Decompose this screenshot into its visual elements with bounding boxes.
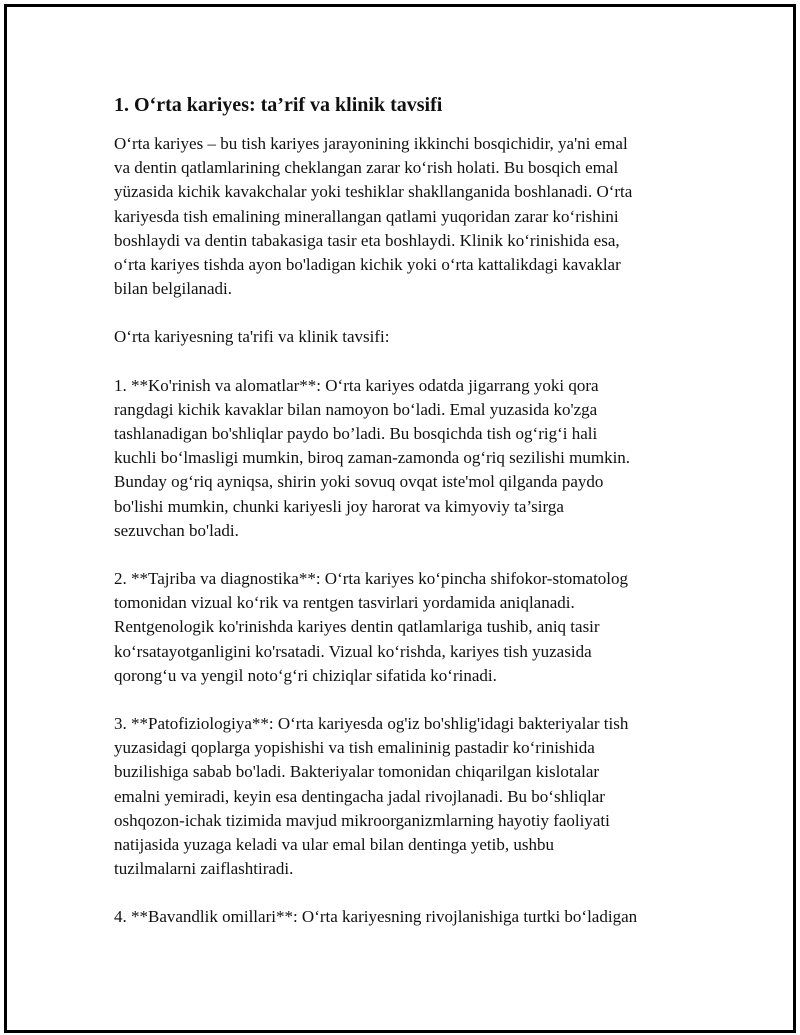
text-line: oshqozon-ichak tizimida mavjud mikroorganizmlarning hayotiy faoliyati: [114, 810, 610, 830]
text-line: O‘rta kariyes – bu tish kariyes jarayonining ikkinchi bosqichidir, ya'ni emal: [114, 134, 628, 153]
text-line: emalni yemiradi, keyin esa dentingacha jadal rivojlanadi. Bu bo‘shliqlar: [114, 786, 605, 806]
paragraph: [114, 905, 694, 929]
text-line: yüzasida kichik kavakchalar yoki teshiklar shakllanganida boshlanadi. O‘rta: [114, 182, 633, 202]
text-line: ko‘rsatayotganligini ko'rsatadi. Vizual ko‘rishda, kariyes tish yuzasida: [114, 641, 592, 661]
text-line: tomonidan vizual ko‘rik va rentgen tasvirlari yordamida aniqlanadi.: [114, 593, 575, 613]
paragraph-list: [114, 132, 694, 930]
paragraph: [114, 132, 694, 301]
text-line: boshlaydi va dentin tabakasiga tasir eta boshlaydi. Klinik ko‘rinishida esa,: [114, 230, 620, 250]
text-line: o‘rta kariyes tishda ayon bo'ladigan kichik yoki o‘rta kattalikdagi kavaklar: [114, 255, 621, 275]
text-line: bo'lishi mumkin, chunki kariyesli joy harorat va kimyoviy ta’sirga: [114, 496, 564, 516]
document-body: [114, 92, 694, 954]
text-line: bilan belgilanadi.: [114, 279, 233, 299]
text-line: sezuvchan bo'ladi.: [114, 520, 239, 540]
text-line: yuzasidagi qoplarga yopishishi va tish emalininig pastadir ko‘rinishida: [114, 738, 595, 758]
text-line: O‘rta kariyesning ta'rifi va klinik tavsifi:: [114, 327, 390, 347]
text-line: qorong‘u va yengil noto‘g‘ri chiziqlar sifatida ko‘rinadi.: [114, 665, 497, 685]
text-line: buzilishiga sabab bo'ladi. Bakteriyalar tomonidan chiqarilgan kislotalar: [114, 762, 600, 782]
text-line: kuchli bo‘lmasligi mumkin, biroq zaman-zamonda og‘riq sezilishi mumkin.: [114, 448, 631, 468]
text-line: tashlanadigan bo'shliqlar paydo bo’ladi. Bu bosqichda tish og‘rig‘i hali: [114, 424, 598, 444]
paragraph: [114, 567, 694, 688]
text-line: 1. **Ko'rinish va alomatlar**: O‘rta kariyes odatda jigarrang yoki qora: [114, 375, 599, 395]
paragraph: [114, 712, 694, 881]
section-heading: 1. O‘rta kariyes: ta’rif va klinik tavsifi: [114, 94, 443, 116]
text-line: 4. **Bavandlik omillari**: O‘rta kariyesning rivojlanishiga turtki bo‘ladigan: [114, 907, 638, 927]
text-line: natijasida yuzaga keladi va ular emal bilan dentinga yetib, ushbu: [114, 835, 554, 855]
text-line: 3. **Patofiziologiya**: O‘rta kariyesda og'iz bo'shlig'idagi bakteriyalar tish: [114, 714, 629, 734]
paragraph: [114, 374, 694, 543]
text-line: kariyesda tish emalining minerallangan qatlami yuqoridan zarar ko‘rishini: [114, 206, 619, 226]
paragraph: [114, 325, 694, 349]
text-line: tuzilmalarni zaiflashtiradi.: [114, 859, 294, 879]
text-line: va dentin qatlamlarining cheklangan zarar ko‘rish holati. Bu bosqich emal: [114, 158, 619, 178]
text-line: Bunday og‘riq ayniqsa, shirin yoki sovuq ovqat iste'mol qilganda paydo: [114, 472, 604, 492]
text-line: 2. **Tajriba va diagnostika**: O‘rta kariyes ko‘pincha shifokor-stomatolog: [114, 569, 629, 589]
text-line: Rentgenologik ko'rinishda kariyes dentin qatlamlariga tushib, aniq tasir: [114, 617, 600, 637]
text-line: rangdagi kichik kavaklar bilan namoyon bo‘ladi. Emal yuzasida ko'zga: [114, 399, 598, 419]
